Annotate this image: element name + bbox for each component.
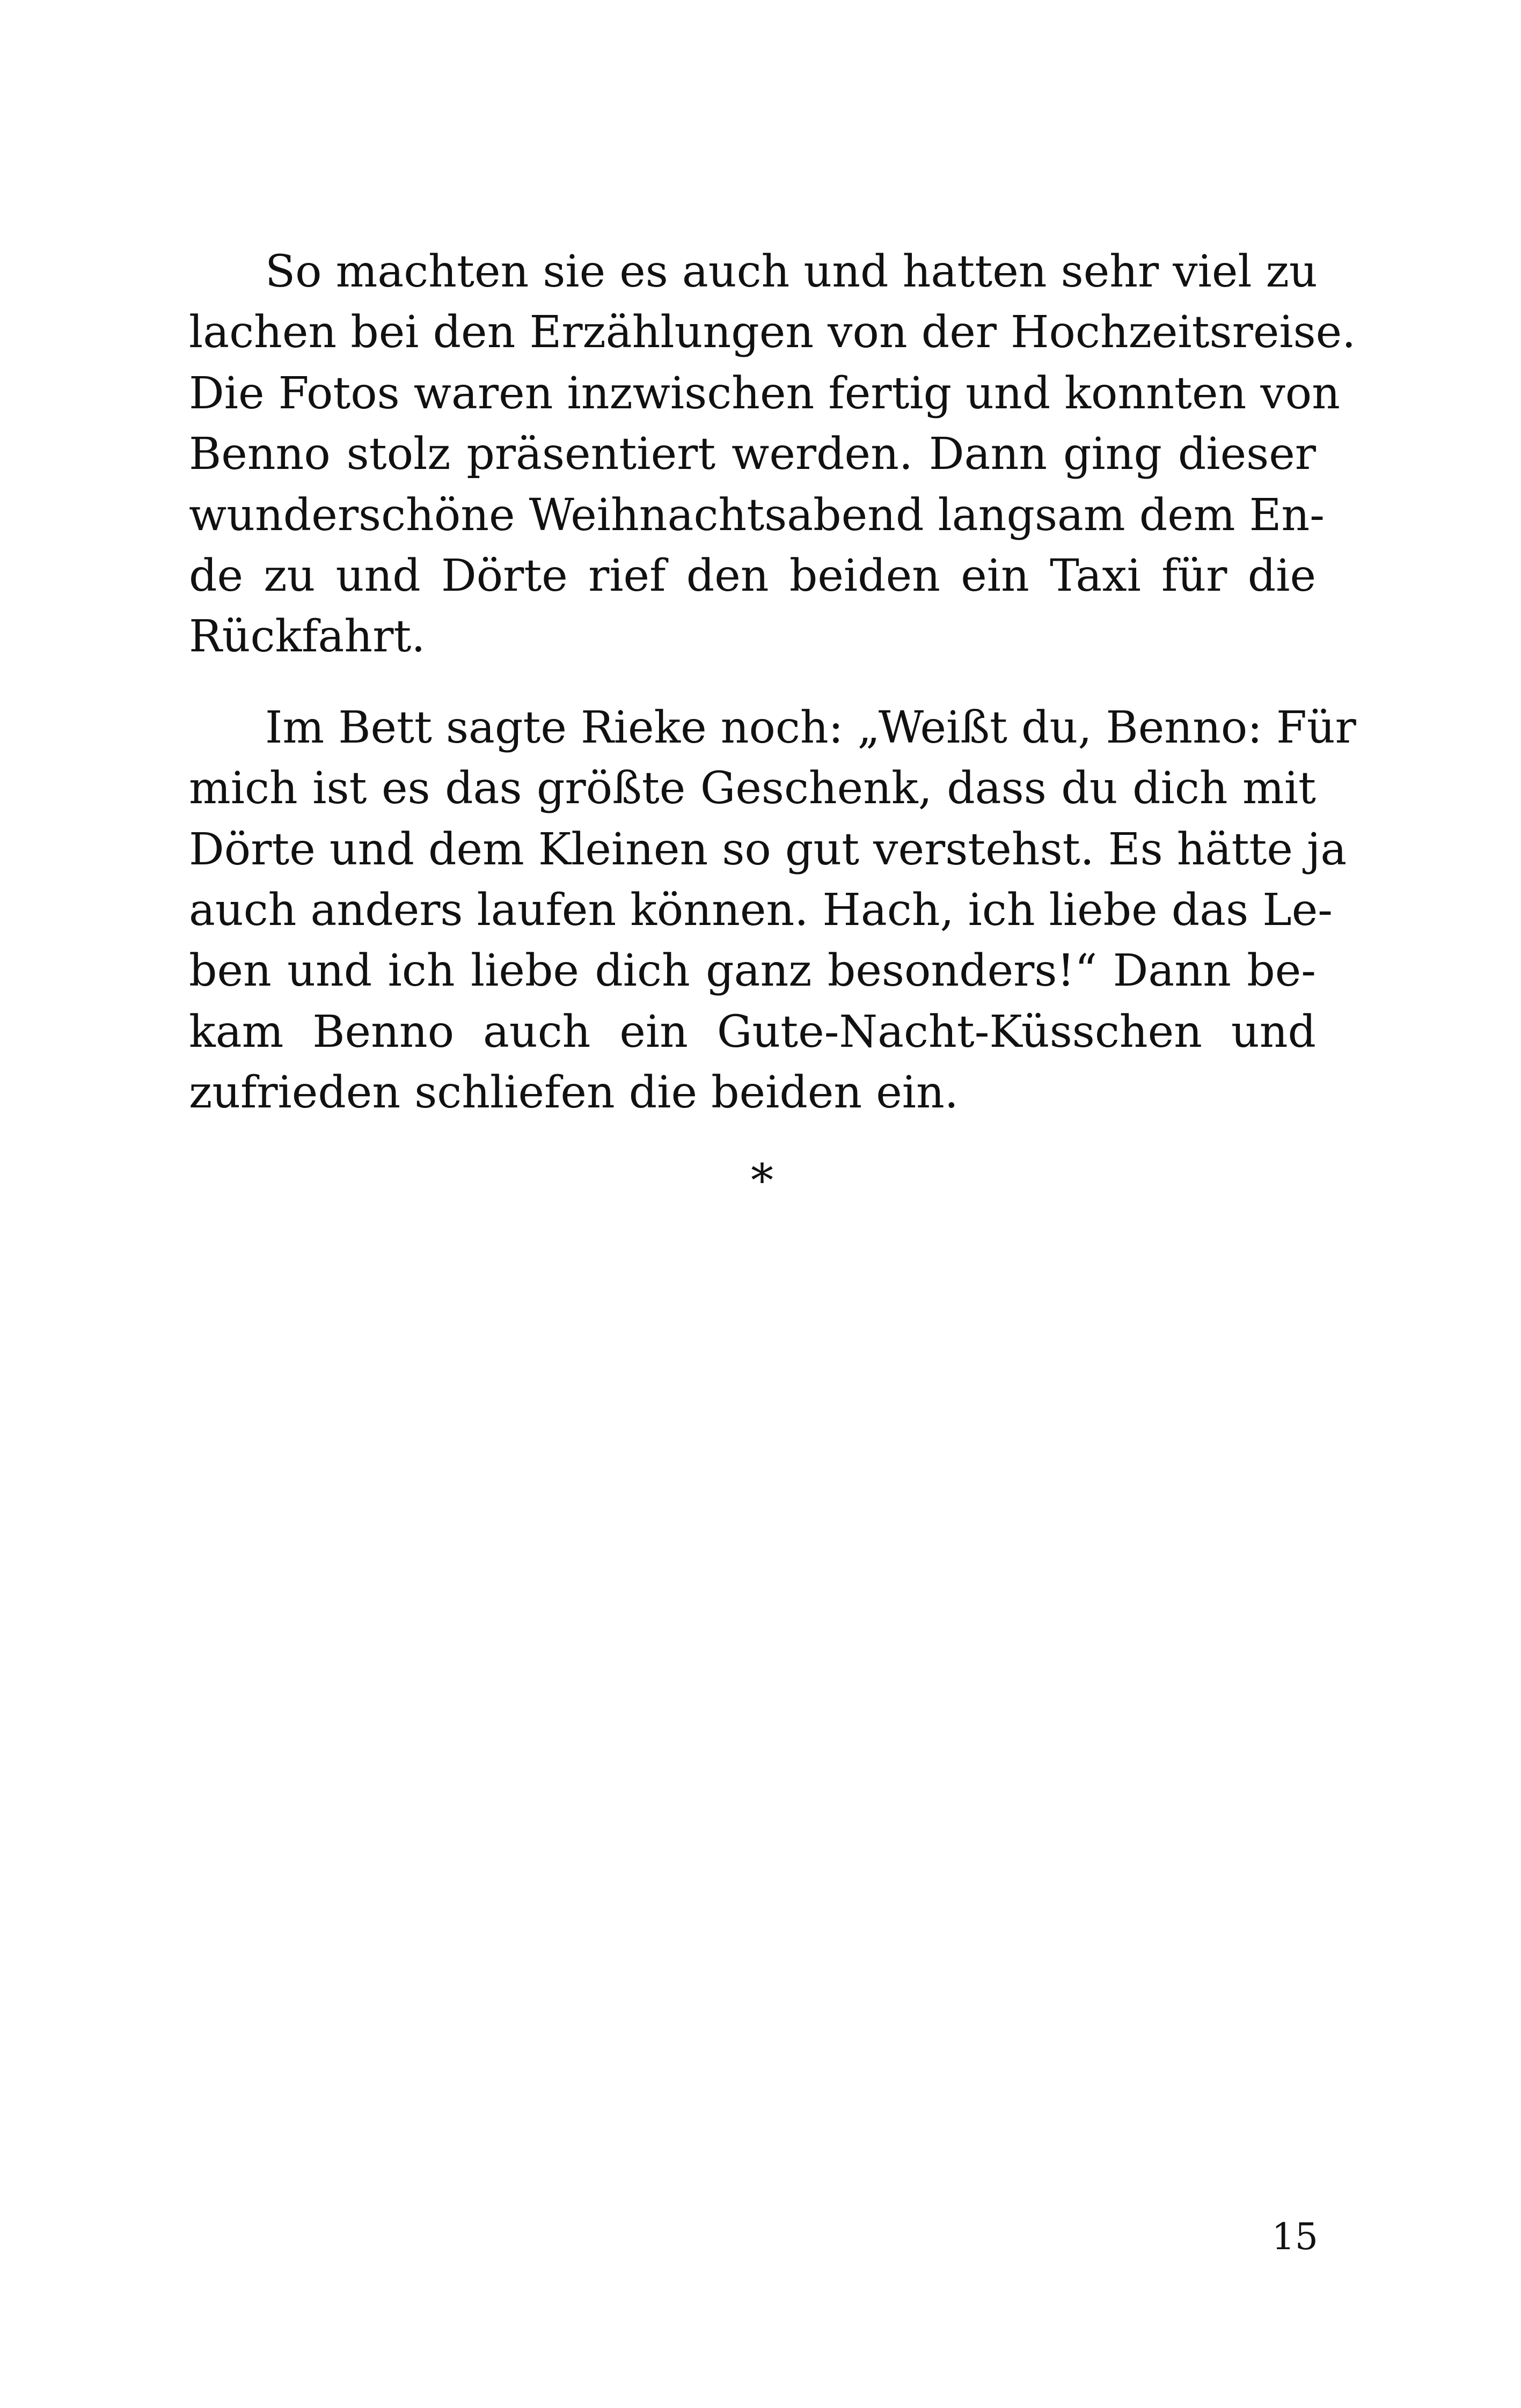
text-line: So machten sie es auch und hatten sehr viel zu: [265, 246, 1318, 297]
text-line: Dörte und dem Kleinen so gut verstehst. Es hätte ja: [189, 824, 1347, 875]
text-line: ben und ich liebe dich ganz besonders!“ Dann be-: [189, 945, 1316, 997]
text-line: wunderschöne Weihnachtsabend langsam dem En-: [189, 489, 1325, 541]
body-text: [189, 241, 1356, 1123]
text-line: lachen bei den Erzählungen von der Hochzeitsreise.: [189, 307, 1356, 358]
text-line: Rückfahrt.: [189, 611, 426, 663]
text-line: auch anders laufen können. Hach, ich liebe das Le-: [189, 884, 1333, 936]
page-number: 15: [1271, 2216, 1318, 2258]
text-line: mich ist es das größte Geschenk, dass du dich mit: [189, 763, 1316, 814]
text-line: Benno stolz präsentiert werden. Dann ging dieser: [189, 429, 1316, 480]
text-line: Im Bett sagte Rieke noch: „Weißt du, Benno: Für: [265, 702, 1356, 753]
paragraph-2: [189, 698, 1356, 1124]
text-line: zufrieden schliefen die beiden ein.: [189, 1067, 959, 1119]
text-line: kam Benno auch ein Gute-Nacht-Küsschen und: [189, 1006, 1316, 1058]
text-line: de zu und Dörte rief den beiden ein Taxi für die: [189, 550, 1316, 601]
paragraph-1: [189, 241, 1356, 667]
text-line: Die Fotos waren inzwischen fertig und konnten von: [189, 368, 1340, 419]
paragraph-spacer: [189, 667, 1316, 698]
section-separator: *: [751, 1154, 773, 1207]
